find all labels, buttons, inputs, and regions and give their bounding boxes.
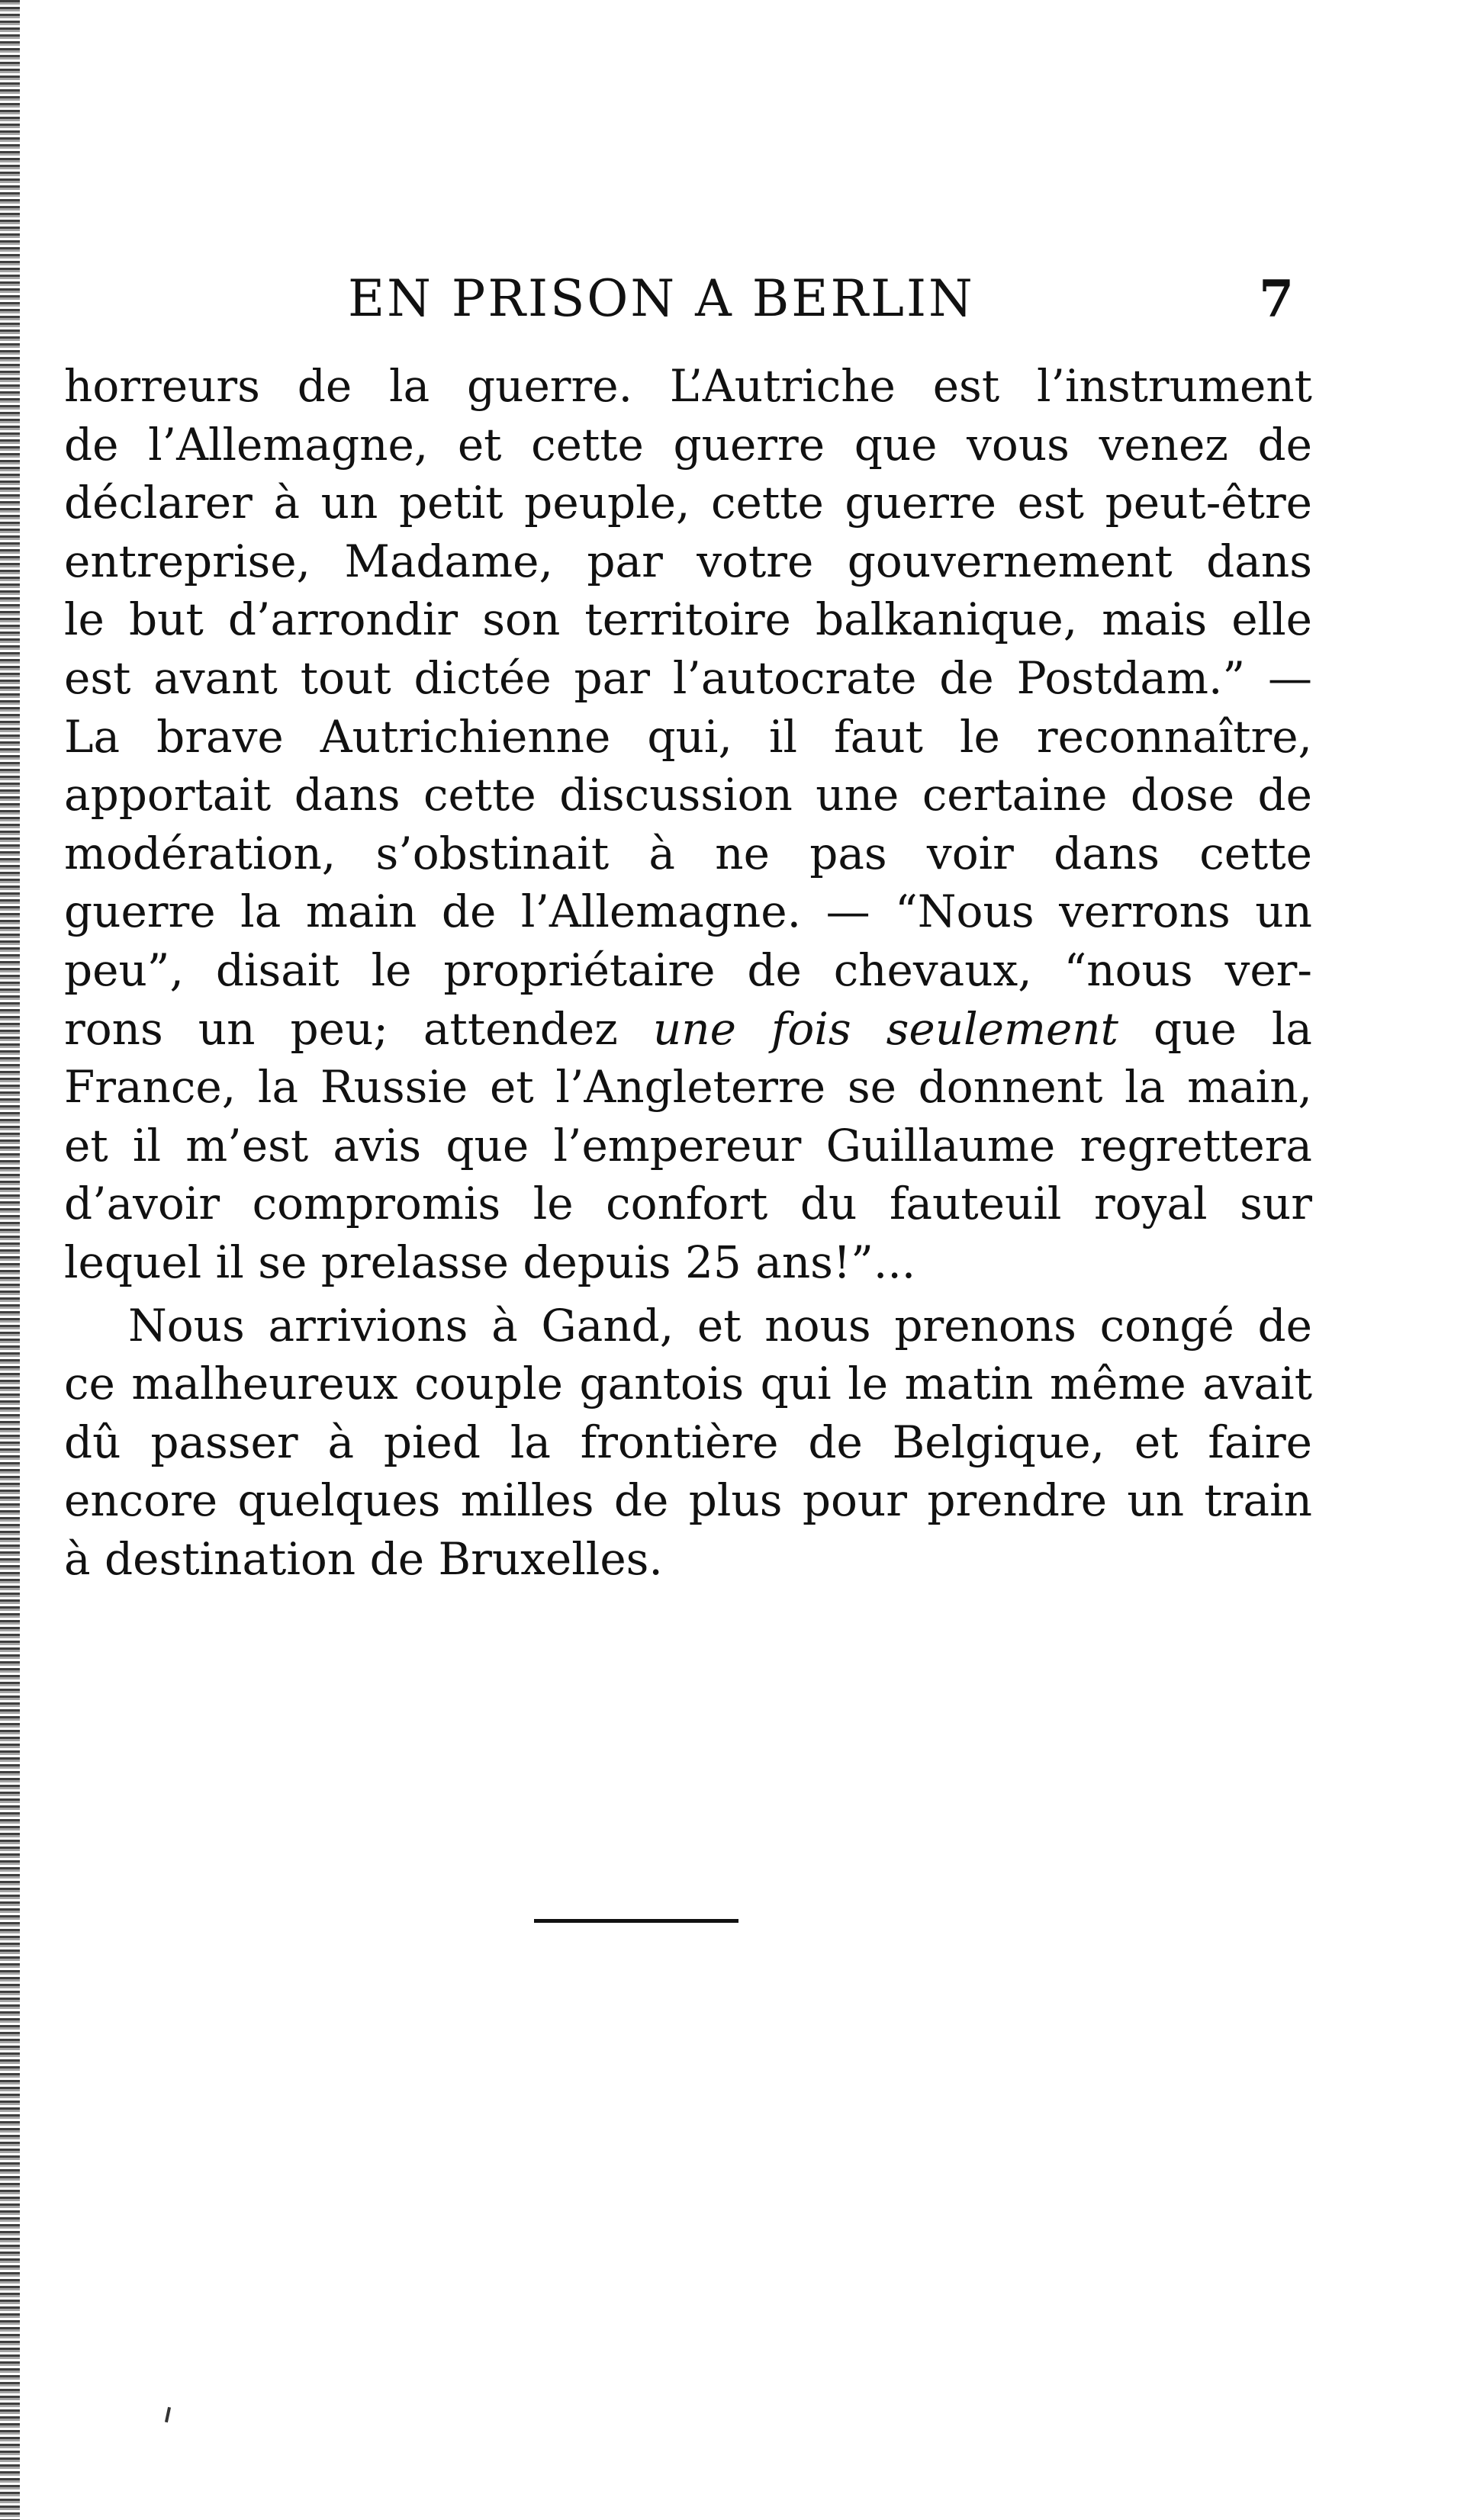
text-line: dû passer à pied la frontière de Belgique, et faire bbox=[64, 1416, 1312, 1468]
text-line: entreprise, Madame, par votre gouvernement dans bbox=[64, 535, 1312, 587]
text-line: à destination de Bruxelles. bbox=[64, 1532, 663, 1585]
text-line: ce malheureux couple gantois qui le matin même avait bbox=[64, 1358, 1312, 1410]
text-line: de l’Allemagne, et cette guerre que vous venez de bbox=[64, 418, 1312, 471]
text-line: d’avoir compromis le confort du fauteuil royal sur bbox=[64, 1178, 1312, 1230]
text-line: France, la Russie et l’Angleterre se donnent la main, bbox=[64, 1061, 1312, 1114]
text-line-with-emphasis bbox=[64, 1000, 1312, 1059]
text-line: est avant tout dictée par l’autocrate de Postdam.” — bbox=[64, 651, 1312, 704]
scanned-page-edge bbox=[0, 0, 20, 2520]
page-number: 7 bbox=[1259, 269, 1294, 329]
text-line: encore quelques milles de plus pour prendre un train bbox=[64, 1474, 1312, 1527]
section-divider bbox=[534, 1919, 738, 1923]
text-segment: rons un peu; attendez bbox=[64, 1002, 653, 1055]
text-segment: que la bbox=[1118, 1002, 1312, 1055]
text-line: apportait dans cette discussion une certaine dose de bbox=[64, 769, 1312, 821]
text-line: lequel il se prelasse depuis 25 ans!”... bbox=[64, 1236, 916, 1288]
text-line: peu”, disait le propriétaire de chevaux, “nous ver- bbox=[64, 943, 1312, 996]
text-line: guerre la main de l’Allemagne. — “Nous verrons un bbox=[64, 886, 1312, 938]
paragraph-2 bbox=[64, 1297, 1312, 1589]
page-header bbox=[348, 268, 1294, 329]
text-line: Nous arrivions à Gand, et nous prenons congé de bbox=[128, 1299, 1312, 1352]
text-line: et il m’est avis que l’empereur Guillaume regrettera bbox=[64, 1119, 1312, 1172]
text-line: le but d’arrondir son territoire balkanique, mais elle bbox=[64, 593, 1312, 646]
text-line: déclarer à un petit peuple, cette guerre est peut-être bbox=[64, 477, 1312, 529]
paragraph-1 bbox=[64, 357, 1312, 1292]
italic-phrase: une fois seulement bbox=[652, 1002, 1118, 1055]
running-title: EN PRISON A BERLIN bbox=[348, 269, 975, 328]
text-line: modération, s’obstinait à ne pas voir dans cette bbox=[64, 827, 1312, 879]
page-body bbox=[64, 357, 1312, 1588]
text-line: horreurs de la guerre. L’Autriche est l’instrument bbox=[64, 360, 1312, 412]
scan-mark bbox=[165, 2407, 171, 2422]
text-line: La brave Autrichienne qui, il faut le reconnaître, bbox=[64, 710, 1312, 763]
